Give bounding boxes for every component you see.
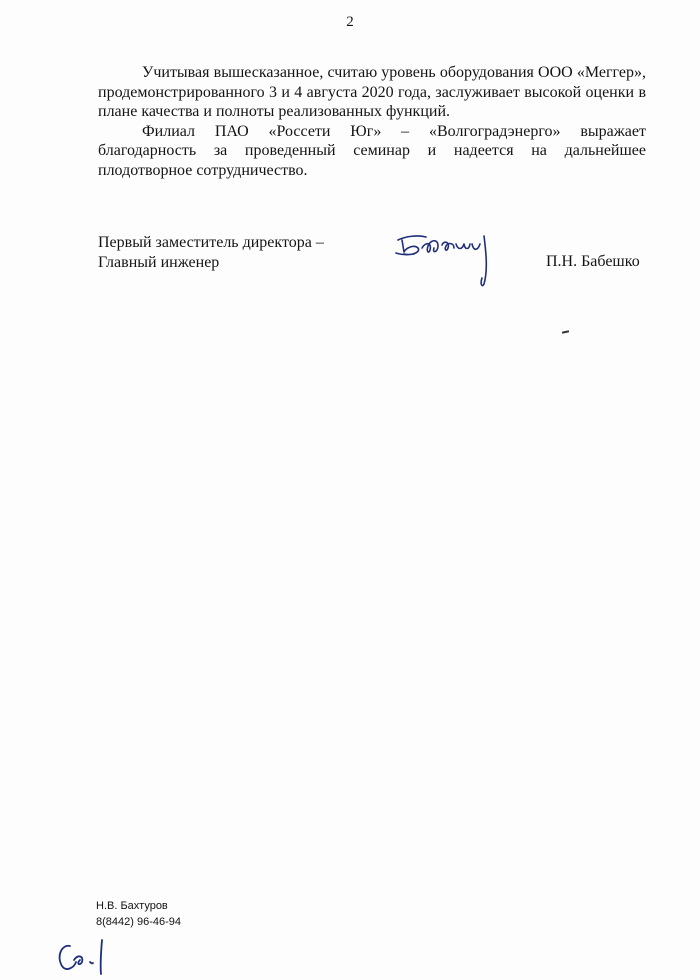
signatory-title-line-1: Первый заместитель директора – (98, 234, 324, 251)
signatory-title (98, 233, 324, 272)
handwritten-initials (54, 932, 114, 976)
paragraph-gratitude: Филиал ПАО «Россети Юг» – «Волгоградэнерго» выражает благодарность за проведенный семинар и надеется на дальнейшее плодотворное сотрудничество. (98, 122, 646, 179)
letter-body (98, 63, 646, 180)
signatory-name: П.Н. Бабешко (546, 253, 640, 270)
executor-phone: 8(8442) 96-46-94 (96, 916, 182, 928)
paragraph-conclusion: Учитывая вышесказанное, считаю уровень оборудования ООО «Меггер», продемонстрированного 3 и 4 августа 2020 года, заслуживает высокой оценки в плане качества и полноты реализованных функций. (98, 64, 646, 120)
handwritten-signature (392, 226, 502, 292)
signatory-title-line-2: Главный инженер (98, 253, 220, 271)
ink-speck (562, 330, 569, 333)
page-number: 2 (346, 14, 354, 30)
executor-info (96, 898, 181, 930)
executor-name: Н.В. Бахтуров (96, 900, 168, 912)
